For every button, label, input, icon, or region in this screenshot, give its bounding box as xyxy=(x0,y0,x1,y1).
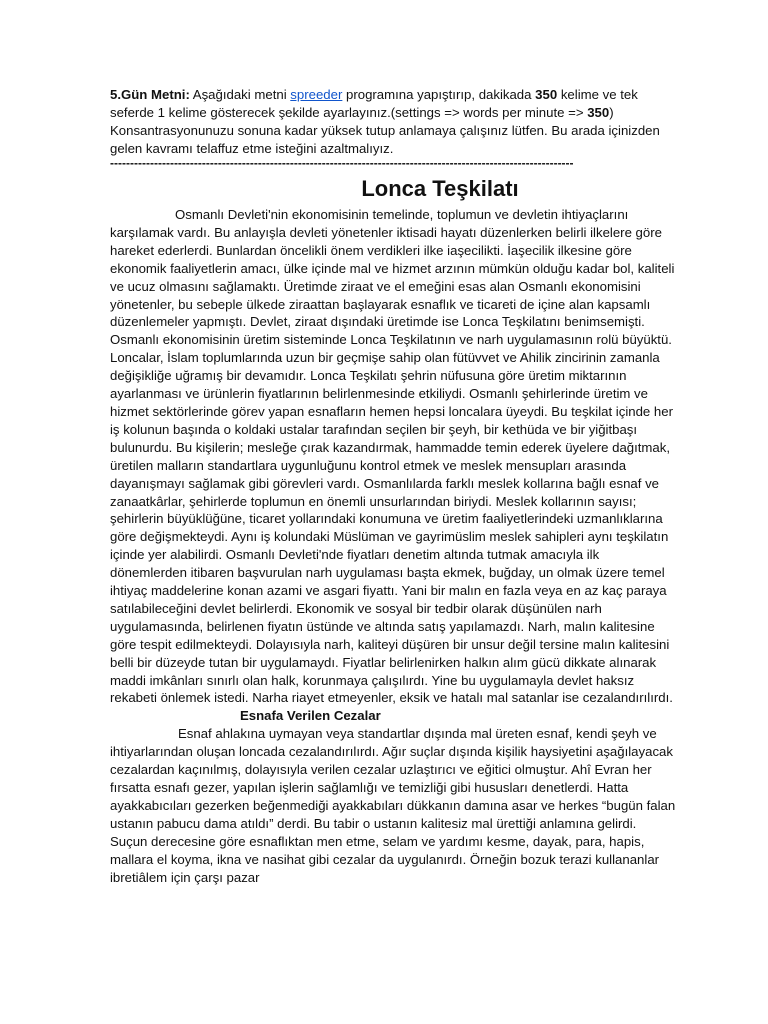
wpm-value: 350 xyxy=(535,87,558,102)
paragraph-lonca: Osmanlı Devleti'nin ekonomisinin temelinde, toplumun ve devletin ihtiyaçlarını karşılamak vardı. Bu anlayışla devleti yönetenler iktisadi hayatı düzenlerken belirli ilkelere göre hareket ederlerdi. Bunlardan öncelikli önem verdikleri ilke iaşecilikti. İaşecilik ilkesine göre ekonomik faaliyetlerin amacı, ülke içinde mal ve hizmet arzının mümkün olduğu kadar bol, kaliteli ve ucuz olmasını sağlamaktı. Üretimde ziraat ve el emeğini esas alan Osmanlı ekonomisini yönetenler, bu sebeple ülkede ziraattan başlayarak esnaflık ve ticareti de içine alan kapsamlı düzenlemeler yapmıştı. Devlet, ziraat dışındaki üretimde ise Lonca Teşkilatını benimsemişti. Osmanlı ekonomisinin üretim sisteminde Lonca Teşkilatının ve narh uygulamasının rolü büyüktü. Loncalar, İslam toplumlarında uzun bir geçmişe sahip olan fütüvvet ve Ahilik zincirinin zamanla değişikliğe uğramış bir devamıdır. Lonca Teşkilatı şehrin nüfusuna göre üretim miktarının ayarlanması ve ürünlerin fiyatlarının belirlenmesinde etkiliydi. Osmanlı şehirlerinde üretim ve hizmet sektörlerinde görev yapan esnafların hemen hepsi loncalara üyeydi. Bu teşkilat içinde her iş kolunun başında o koldaki ustalar tarafından seçilen bir şeyh, bir kethüda ve bir yiğitbaşı bulunurdu. Bu kişilerin; mesleğe çırak kazandırmak, hammadde temin ederek üyelere dağıtmak, üretilen malların standartlara uygunluğunu kontrol etmek ve meslek mensupları arasında dayanışmayı sağlamak gibi görevleri vardı. Osmanlılarda farklı meslek kollarına bağlı esnaf ve zanaatkârlar, şehirlerde toplumun en önemli unsurlarından biriydi. Meslek kollarının sayısı; şehirlerin büyüklüğüne, ticaret yollarındaki konumuna ve üretim faaliyetlerindeki uzmanlıklarına göre değişmekteydi. Aynı iş kolundaki Müslüman ve gayrimüslim meslek sahipleri aynı teşkilatın içinde yer alabilirdi. Osmanlı Devleti'nde fiyatları denetim altında tutmak amacıyla ilk dönemlerden itibaren başvurulan narh uygulaması başta ekmek, buğday, un olmak üzere temel ihtiyaç maddelerine konan azami ve asgari fiyattı. Yani bir malın en fazla veya en az kaç paraya satılabileceğini devlet belirlerdi. Ekonomik ve sosyal bir tedbir olarak düşünülen narh uygulamasında, belirlenen fiyatın üstünde ve altında satış yapılamazdı. Narh, malın kalitesine göre tespit edilmekteydi. Dolayısıyla narh, kaliteyi düşüren bir unsur değil tersine malın kalitesini belli bir düzeyde tutan bir uygulamaydı. Fiyatlar belirlenirken halkın alım gücü dikkate alınarak maddi imkânları sınırlı olan halk, korunmaya çalışılırdı. Yine bu uygulamayla devlet haksız rekabeti önlemek istedi. Narha riayet etmeyenler, eksik ve hatalı mal satanlar ise cezalandırılırdı. xyxy=(110,207,675,706)
document-body xyxy=(110,206,676,886)
intro-instructions xyxy=(110,86,680,158)
separator-line: -------------------------------------------------------------------------------------------------------------------- xyxy=(110,156,574,170)
intro-text-1: Aşağıdaki metni xyxy=(189,87,291,102)
intro-text-3: kelime ve tek seferde 1 kelime gösterecek şekilde ayarlayınız.(settings => words per minute => xyxy=(110,87,638,120)
section-heading: Esnafa Verilen Cezalar xyxy=(240,708,381,724)
paragraph-cezalar: Esnaf ahlakına uymayan veya standartlar dışında mal üreten esnaf, kendi şeyh ve ihtiyarlarından oluşan loncada cezalandırılırdı. Ağır suçlar dışında kişilik haysiyetini aşağılayacak cezalardan kaçınılmış, dolayısıyla verilen cezalar uzlaştırıcı ve eğitici olmuştur. Ahî Evran her fırsatta esnafı gezer, yapılan işlerin sağlamlığı ve temizliği gibi hususları denetlerdi. Hatta ayakkabıcıları gezerken beğenmediği ayakkabıları dükkanın damına asar ve herkes “bugün falan ustanın pabucu dama atıldı” derdi. Bu tabir o ustanın kalitesiz mal ürettiği anlamına gelirdi. Suçun derecesine göre esnaflıktan men etme, selam ve yardımı kesme, dayak, para, hapis, mallara el koyma, ikna ve nasihat gibi cezalar da uygulanırdı. Örneğin bozuk terazi kullananlar ibretiâlem için çarşı pazar xyxy=(110,726,676,885)
day-label: 5.Gün Metni: xyxy=(110,87,190,102)
intro-text-4: ) Konsantrasyonunuzu sonuna kadar yüksek tutup anlamaya çalışınız lütfen. Bu arada içinizden gelen kavramı telaffuz etme isteğini azaltmalıyız. xyxy=(110,105,660,156)
wpm-value-2: 350 xyxy=(587,105,610,120)
intro-text-2: programına yapıştırıp, dakikada xyxy=(342,87,536,102)
spreeder-link[interactable]: spreeder xyxy=(290,87,343,102)
document-title: Lonca Teşkilatı xyxy=(361,176,519,201)
